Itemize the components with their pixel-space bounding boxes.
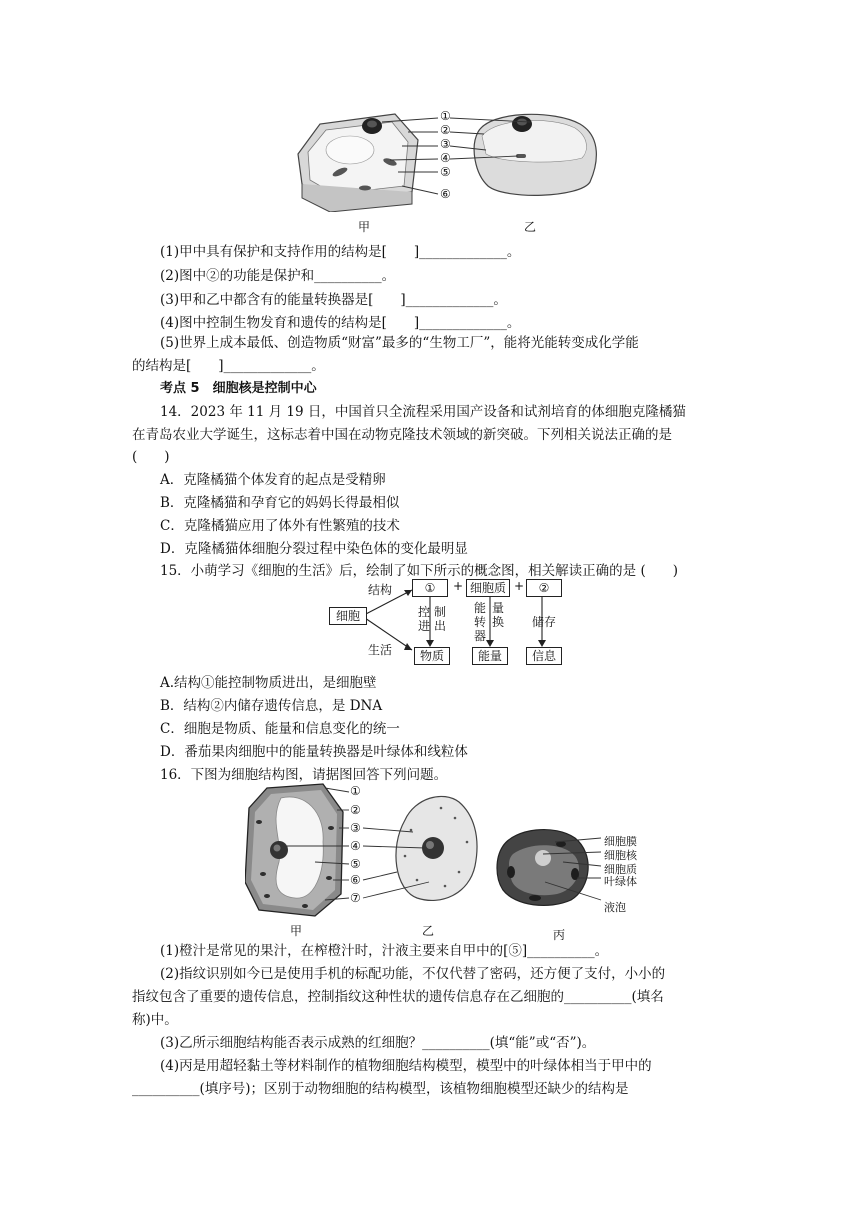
concept-cell-box: 细胞 (329, 607, 367, 625)
q14-stem-line3: ( ) (132, 449, 170, 465)
fig16-label-6: ⑥ (350, 873, 361, 887)
model-label-cytoplasm: 细胞质 (604, 863, 637, 876)
q13-sub5-line1: (5)世界上成本最低、创造物质“财富”最多的“生物工厂”，能将光能转变成化学能 (160, 335, 639, 351)
q14-stem-line1: 14．2023 年 11 月 19 日，中国首只全流程采用国产设备和试剂培育的体细胞克隆橘猫 (160, 404, 686, 420)
concept-plus-2: + (514, 579, 525, 593)
q13-sub1: (1)甲中具有保护和支持作用的结构是[ ]_____________。 (160, 244, 521, 260)
fig13-label-3: ③ (440, 137, 451, 151)
concept-box-2: ② (526, 579, 562, 597)
q16-sub2-line2: 指纹包含了重要的遗传信息，控制指纹这种性状的遗传信息存在乙细胞的__________(填名 (132, 989, 664, 1005)
fig16-caption-yi: 乙 (422, 924, 435, 938)
q14-option-a: A．克隆橘猫个体发育的起点是受精卵 (160, 472, 386, 488)
fig13-label-5: ⑤ (440, 165, 451, 179)
concept-control-char-3: 进 (418, 619, 431, 633)
q16-sub4-line1: (4)丙是用超轻黏土等材料制作的植物细胞结构模型，模型中的叶绿体相当于甲中的 (160, 1058, 652, 1074)
q15-stem: 15．小萌学习《细胞的生活》后，绘制了如下所示的概念图，相关解读正确的是 ( ) (160, 563, 679, 579)
fig16-caption-jia: 甲 (290, 924, 303, 938)
model-label-chloroplast: 叶绿体 (604, 875, 637, 888)
concept-info-box: 信息 (526, 647, 562, 665)
concept-control-char-2: 制 (434, 605, 447, 619)
concept-control-char-4: 出 (434, 619, 447, 633)
q13-sub4: (4)图中控制生物发育和遗传的结构是[ ]_____________。 (160, 315, 521, 331)
q14-stem-line2: 在青岛农业大学诞生，这标志着中国在动物克隆技术领域的新突破。下列相关说法正确的是 (132, 427, 672, 443)
concept-energy-char-2: 量 (492, 601, 505, 615)
concept-life-label: 生活 (368, 643, 393, 657)
q15-option-a: A.结构①能控制物质进出，是细胞壁 (160, 675, 377, 691)
concept-matter-box: 物质 (414, 647, 450, 665)
q13-sub5-line2: 的结构是[ ]_____________。 (132, 358, 325, 374)
fig16-label-5: ⑤ (350, 857, 361, 871)
q16-sub3: (3)乙所示细胞结构能否表示成熟的红细胞？__________(填“能”或“否”)。 (160, 1035, 596, 1051)
concept-energy-box: 能量 (472, 647, 508, 665)
q15-option-b: B．结构②内储存遗传信息，是 DNA (160, 698, 383, 714)
q16-stem: 16．下图为细胞结构图，请据图回答下列问题。 (160, 767, 448, 783)
concept-energy-char-4: 换 (492, 615, 505, 629)
q13-sub2: (2)图中②的功能是保护和__________。 (160, 268, 396, 284)
q16-sub2-line3: 称)中。 (132, 1012, 178, 1028)
fig13-label-1: ① (440, 109, 451, 123)
concept-store-label: 储存 (532, 615, 557, 629)
fig13-caption-jia: 甲 (358, 220, 371, 234)
concept-plus-1: + (453, 579, 464, 593)
fig16-label-7: ⑦ (350, 891, 361, 905)
fig16-label-2: ② (350, 803, 361, 817)
q15-option-c: C．细胞是物质、能量和信息变化的统一 (160, 721, 400, 737)
section-heading-5: 考点 5 细胞核是控制中心 (160, 381, 317, 396)
concept-control-char-1: 控 (418, 605, 431, 619)
fig13-label-4: ④ (440, 151, 451, 165)
concept-energy-char-3: 转 (474, 615, 487, 629)
fig13-label-6: ⑥ (440, 187, 451, 201)
concept-cytoplasm-box: 细胞质 (466, 579, 510, 597)
fig16-caption-bing: 丙 (553, 928, 566, 942)
concept-box-1: ① (412, 579, 448, 597)
q16-sub4-line2: __________(填序号)；区别于动物细胞的结构模型，该植物细胞模型还缺少的结构是 (132, 1081, 629, 1097)
q13-sub3: (3)甲和乙中都含有的能量转换器是[ ]_____________。 (160, 292, 507, 308)
q15-option-d: D．番茄果肉细胞中的能量转换器是叶绿体和线粒体 (160, 744, 468, 760)
concept-energy-char-5: 器 (474, 629, 487, 643)
concept-structure-label: 结构 (368, 583, 393, 597)
q14-option-c: C．克隆橘猫应用了体外有性繁殖的技术 (160, 518, 400, 534)
fig13-label-2: ② (440, 123, 451, 137)
q16-sub2-line1: (2)指纹识别如今已是使用手机的标配功能，不仅代替了密码，还方便了支付，小小的 (160, 966, 666, 982)
q16-sub1: (1)橙汁是常见的果汁，在榨橙汁时，汁液主要来自甲中的[⑤]__________。 (160, 943, 609, 959)
concept-energy-char-1: 能 (474, 601, 487, 615)
fig16-label-4: ④ (350, 839, 361, 853)
model-label-vacuole: 液泡 (604, 901, 626, 914)
q14-option-b: B．克隆橘猫和孕育它的妈妈长得最相似 (160, 495, 400, 511)
fig13-caption-yi: 乙 (524, 220, 537, 234)
fig16-label-1: ① (350, 784, 361, 798)
fig16-label-3: ③ (350, 821, 361, 835)
model-label-nucleus: 细胞核 (604, 849, 637, 862)
model-label-membrane: 细胞膜 (604, 835, 637, 848)
q14-option-d: D．克隆橘猫体细胞分裂过程中染色体的变化最明显 (160, 541, 468, 557)
cell-figure-16 (245, 782, 635, 922)
